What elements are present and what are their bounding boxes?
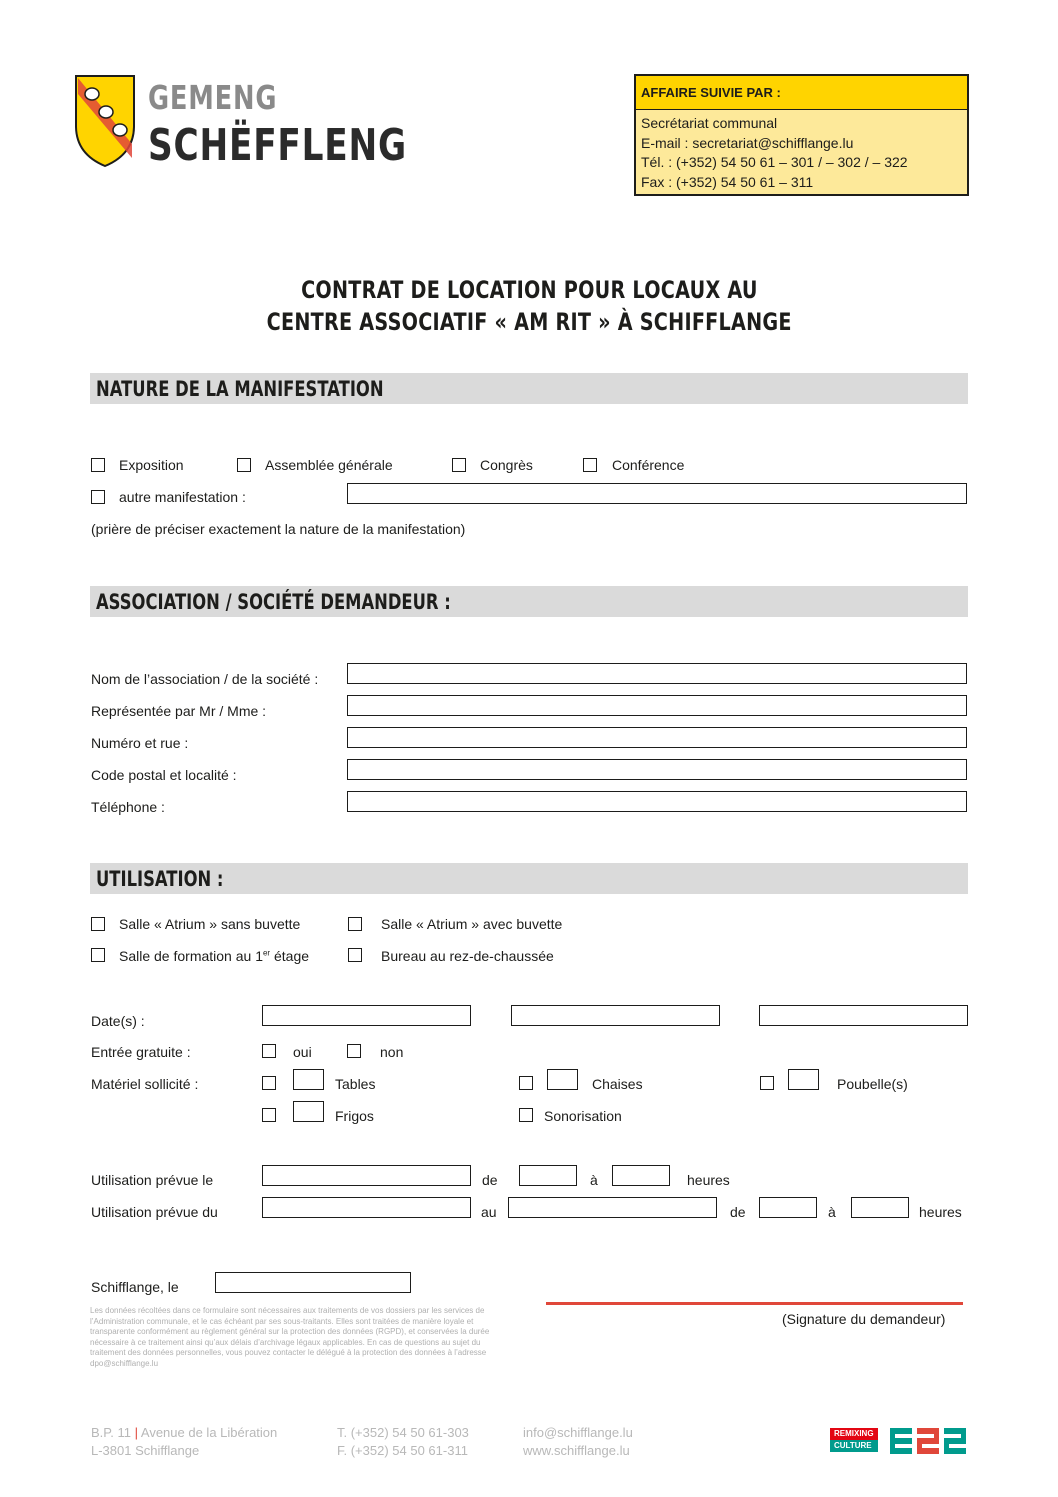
checkbox-atrium-avec-buvette[interactable] — [348, 917, 362, 931]
nature-note: (prière de préciser exactement la nature de la manifestation) — [91, 521, 466, 537]
prevue-le-date-input[interactable] — [262, 1165, 471, 1186]
label-bureau-rez: Bureau au rez-de-chaussée — [381, 948, 554, 964]
label-atrium-avec-buvette: Salle « Atrium » avec buvette — [381, 916, 563, 932]
label-entree-gratuite: Entrée gratuite : — [91, 1044, 191, 1060]
checkbox-entree-oui[interactable] — [262, 1044, 276, 1058]
signature-line — [546, 1302, 963, 1305]
checkbox-autre-manifestation[interactable] — [91, 490, 105, 504]
label-de: de — [730, 1204, 746, 1220]
label-congres: Congrès — [480, 457, 533, 473]
label-code-postal: Code postal et localité : — [91, 767, 237, 783]
footer-email-link[interactable]: info@schifflange.lu — [523, 1425, 633, 1440]
label-frigos: Frigos — [335, 1108, 374, 1124]
date-input-1[interactable] — [262, 1005, 471, 1026]
contact-line: Secrétariat communal — [641, 115, 778, 131]
prevue-du-heure-debut-input[interactable] — [759, 1197, 817, 1218]
checkbox-salle-formation[interactable] — [91, 948, 105, 962]
checkbox-chaises[interactable] — [519, 1076, 533, 1090]
label-numero-rue: Numéro et rue : — [91, 735, 189, 751]
prevue-le-heure-debut-input[interactable] — [519, 1165, 577, 1186]
label-a: à — [590, 1172, 598, 1188]
checkbox-entree-non[interactable] — [347, 1044, 361, 1058]
prevue-au-date-input[interactable] — [508, 1197, 717, 1218]
label-entree-non: non — [380, 1044, 404, 1060]
footer-web-link[interactable]: www.schifflange.lu — [523, 1443, 630, 1458]
label-telephone: Téléphone : — [91, 799, 165, 815]
label-exposition: Exposition — [119, 457, 184, 473]
contact-phone: Tél. : (+352) 54 50 61 – 301 / – 302 / – 322 — [641, 154, 908, 170]
label-salle-formation: Salle de formation au 1er étage — [119, 948, 310, 964]
nom-association-input[interactable] — [347, 663, 967, 684]
checkbox-conference[interactable] — [583, 458, 597, 472]
tables-quantity-input[interactable] — [293, 1069, 324, 1090]
checkbox-bureau-rez[interactable] — [348, 948, 362, 962]
label-autre-manifestation: autre manifestation : — [119, 489, 246, 505]
section-utilisation-heading: UTILISATION : — [90, 863, 968, 894]
label-de: de — [482, 1172, 498, 1188]
contact-box — [634, 74, 969, 196]
privacy-notice: Les données récoltées dans ce formulaire sont nécessaires aux traitements de vos dossiers par les services de l’Administration communale, et le cas échéant par ses sous-traitants. Elles sont traitées de manière loyale et transparente conformément au règlement général sur la protection des données (RGPD), et conservées la durée nécessaire à ce traitement ainsi qu’aux délais d’archivage légaux applicables. En cas de questions au sujet du traitement des données personnelles, vous pouvez contacter le délégué à la protection des données à l’adresse dpo@schifflange.lu — [90, 1306, 490, 1368]
document-title-line2: CENTRE ASSOCIATIF « AM RIT » À SCHIFFLANGE — [266, 308, 792, 336]
checkbox-poubelles[interactable] — [760, 1076, 774, 1090]
label-dates: Date(s) : — [91, 1013, 145, 1029]
checkbox-tables[interactable] — [262, 1076, 276, 1090]
representee-par-input[interactable] — [347, 695, 967, 716]
document-title-line1: CONTRAT DE LOCATION POUR LOCAUX AU — [300, 276, 758, 304]
checkbox-atrium-sans-buvette[interactable] — [91, 917, 105, 931]
logo-line-schiffleng: SCHËFFLENG — [148, 120, 407, 171]
label-conference: Conférence — [612, 457, 685, 473]
label-materiel: Matériel sollicité : — [91, 1076, 199, 1092]
chaises-quantity-input[interactable] — [547, 1069, 578, 1090]
checkbox-sonorisation[interactable] — [519, 1108, 533, 1122]
footer-phone: T. (+352) 54 50 61-303 F. (+352) 54 50 61-311 — [337, 1425, 469, 1458]
footer-address: B.P. 11 | Avenue de la Libération L-3801 Schifflange — [91, 1425, 278, 1458]
checkbox-congres[interactable] — [452, 458, 466, 472]
section-nature-heading: NATURE DE LA MANIFESTATION — [90, 373, 968, 404]
label-heures: heures — [687, 1172, 730, 1188]
label-atrium-sans-buvette: Salle « Atrium » sans buvette — [119, 916, 301, 932]
label-entree-oui: oui — [293, 1044, 312, 1060]
checkbox-frigos[interactable] — [262, 1108, 276, 1122]
label-schifflange-le: Schifflange, le — [91, 1279, 179, 1295]
prevue-du-heure-fin-input[interactable] — [851, 1197, 909, 1218]
label-a: à — [828, 1204, 836, 1220]
label-representee-par: Représentée par Mr / Mme : — [91, 703, 267, 719]
coat-of-arms-logo — [74, 74, 136, 168]
signature-date-input[interactable] — [215, 1272, 411, 1293]
remixing-culture-logo: REMIXING CULTURE — [830, 1428, 878, 1452]
prevue-du-date-input[interactable] — [262, 1197, 471, 1218]
label-chaises: Chaises — [592, 1076, 643, 1092]
label-utilisation-prevue-du: Utilisation prévue du — [91, 1204, 218, 1220]
footer-contact — [523, 1424, 633, 1460]
label-sonorisation: Sonorisation — [544, 1108, 622, 1124]
label-au: au — [481, 1204, 497, 1220]
date-input-2[interactable] — [511, 1005, 720, 1026]
numero-rue-input[interactable] — [347, 727, 967, 748]
checkbox-exposition[interactable] — [91, 458, 105, 472]
label-nom-association: Nom de l’association / de la société : — [91, 671, 319, 687]
checkbox-assemblee-generale[interactable] — [237, 458, 251, 472]
logo-line-gemeng: GEMENG — [148, 78, 278, 117]
frigos-quantity-input[interactable] — [293, 1101, 324, 1122]
label-tables: Tables — [335, 1076, 376, 1092]
contact-email: E-mail : secretariat@schifflange.lu — [641, 134, 854, 151]
contact-heading: AFFAIRE SUIVIE PAR : — [636, 76, 967, 110]
contact-fax: Fax : (+352) 54 50 61 – 311 — [641, 173, 814, 190]
telephone-input[interactable] — [347, 791, 967, 812]
label-assemblee-generale: Assemblée générale — [265, 457, 393, 473]
section-association-heading: ASSOCIATION / SOCIÉTÉ DEMANDEUR : — [90, 586, 968, 617]
label-poubelles: Poubelle(s) — [837, 1076, 908, 1092]
code-postal-input[interactable] — [347, 759, 967, 780]
label-heures: heures — [919, 1204, 962, 1220]
autre-manifestation-input[interactable] — [347, 483, 967, 504]
label-utilisation-prevue-le: Utilisation prévue le — [91, 1172, 214, 1188]
date-input-3[interactable] — [759, 1005, 968, 1026]
poubelles-quantity-input[interactable] — [788, 1069, 819, 1090]
label-signature-demandeur: (Signature du demandeur) — [782, 1311, 946, 1327]
esch2022-logo — [890, 1428, 968, 1459]
prevue-le-heure-fin-input[interactable] — [612, 1165, 670, 1186]
